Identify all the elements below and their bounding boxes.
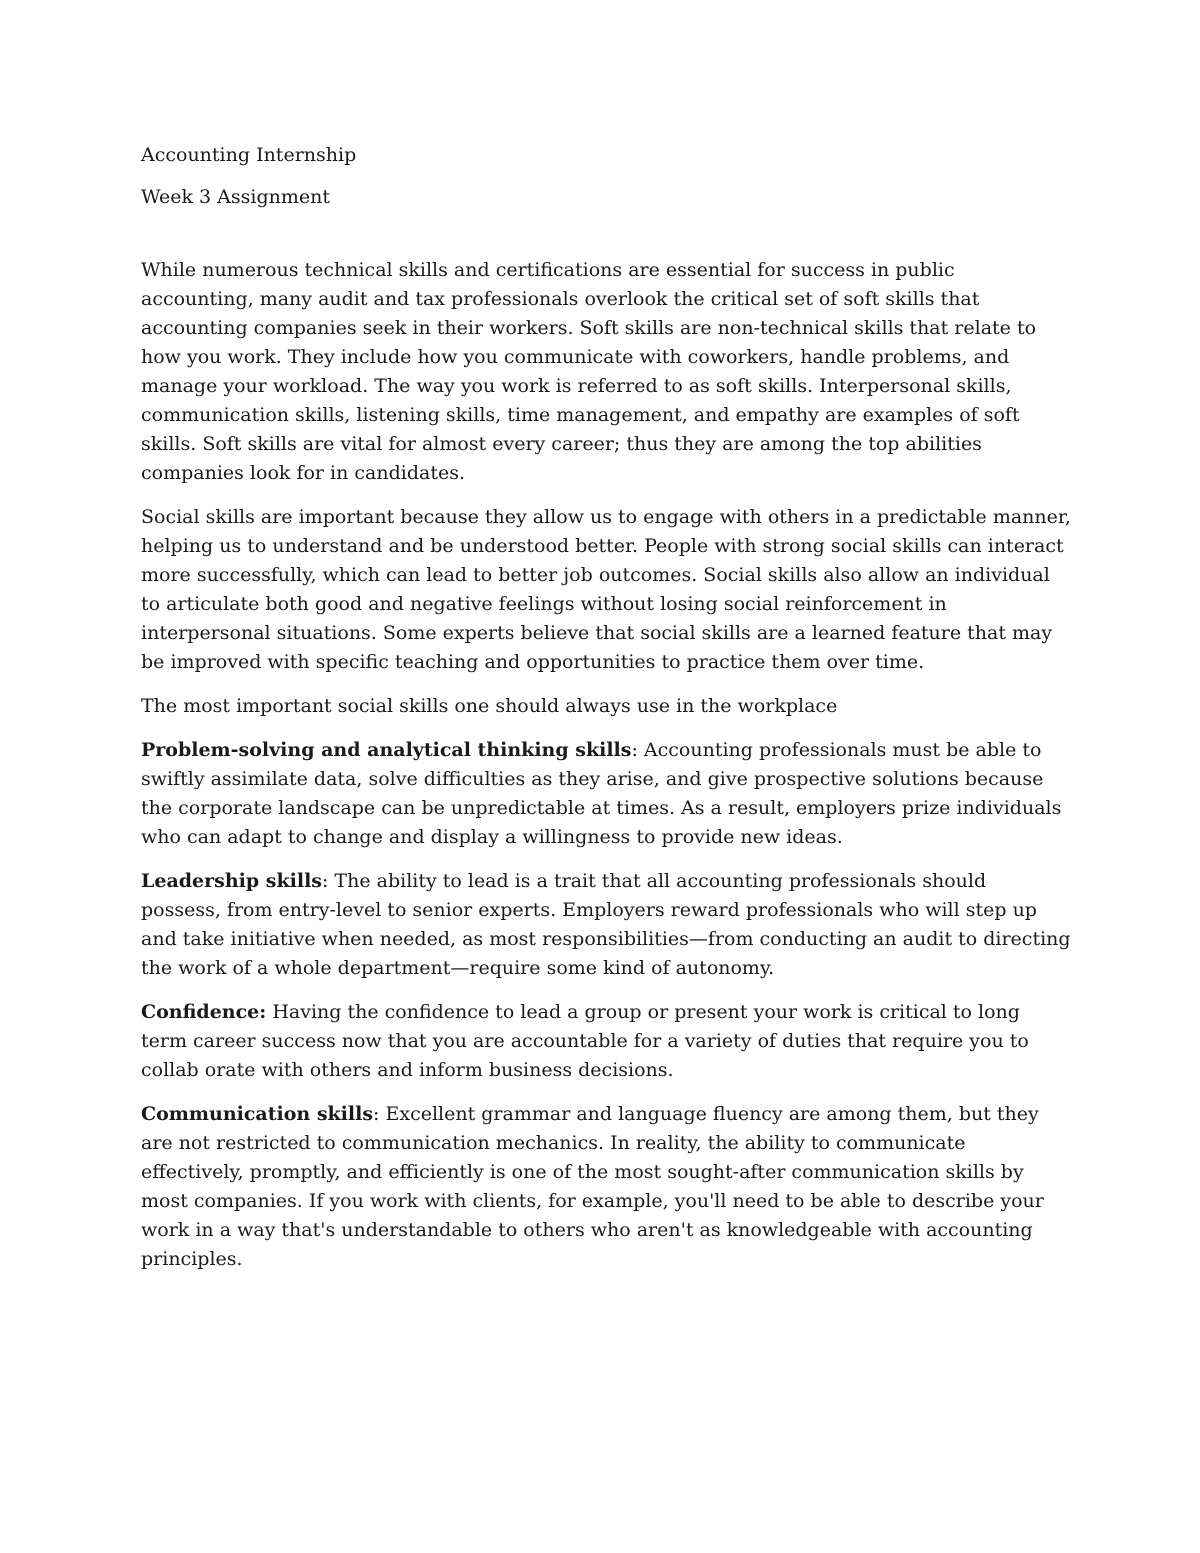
skill-separator: : [631,739,638,761]
skill-term: Problem-solving and analytical thinking skills [141,739,632,761]
course-title: Accounting Internship [141,144,357,166]
intro-paragraph: While numerous technical skills and certifications are essential for success in public accounting, many audit and tax professionals overlook the critical set of soft skills that accounting companies seek in their workers. Soft skills are non-technical skills that relate to how you work. They include how you communicate with coworkers, handle problems, and manage your workload. The way you work is referred to as soft skills. Interpersonal skills, communication skills, listening skills, time management, and empathy are examples of soft skills. Soft skills are vital for almost every career; thus they are among the top abilities companies look for in candidates. [141,259,1037,484]
skill-description: The ability to lead is a trait that all accounting professionals should possess, from entry-level to senior experts. Employers reward professionals who will step up and take initiative when needed, as most responsibilities—from conducting an audit to directing the work of a whole department—require some kind of autonomy. [141,870,1071,979]
skill-separator: : [373,1103,380,1125]
skill-term: Leadership skills [141,870,322,892]
skill-leadership [141,867,1071,983]
skill-confidence [141,998,1071,1085]
header-spacer [141,212,1071,256]
skill-term: Confidence: [141,1001,267,1023]
skill-description: Excellent grammar and language fluency are among them, but they are not restricted to communication mechanics. In reality, the ability to communicate effectively, promptly, and efficiently is one of the most sought-after communication skills by most companies. If you work with clients, for example, you'll need to be able to describe your work in a way that's understandable to others who aren't as knowledgeable with accounting principles. [141,1103,1044,1270]
skills-lead-in: The most important social skills one should always use in the workplace [141,695,838,717]
skill-term: Communication skills [141,1103,374,1125]
skill-description: Having the confidence to lead a group or present your work is critical to long term career success now that you are accountable for a variety of duties that require you to collab orate with others and inform business decisions. [141,1001,1029,1081]
social-skills-paragraph: Social skills are important because they allow us to engage with others in a predictable manner, helping us to understand and be understood better. People with strong social skills can interact more successfully, which can lead to better job outcomes. Social skills also allow an individual to articulate both good and negative feelings without losing social reinforcement in interpersonal situations. Some experts believe that social skills are a learned feature that may be improved with specific teaching and opportunities to practice them over time. [141,506,1071,673]
skill-communication [141,1100,1071,1274]
skill-description: Accounting professionals must be able to swiftly assimilate data, solve difficulties as they arise, and give prospective solutions because the corporate landscape can be unpredictable at times. As a result, employers prize individuals who can adapt to change and display a willingness to provide new ideas. [141,739,1062,848]
skill-separator: : [321,870,329,892]
assignment-title: Week 3 Assignment [141,186,330,208]
skill-problem-solving [141,736,1071,852]
document-body [141,141,1071,1289]
